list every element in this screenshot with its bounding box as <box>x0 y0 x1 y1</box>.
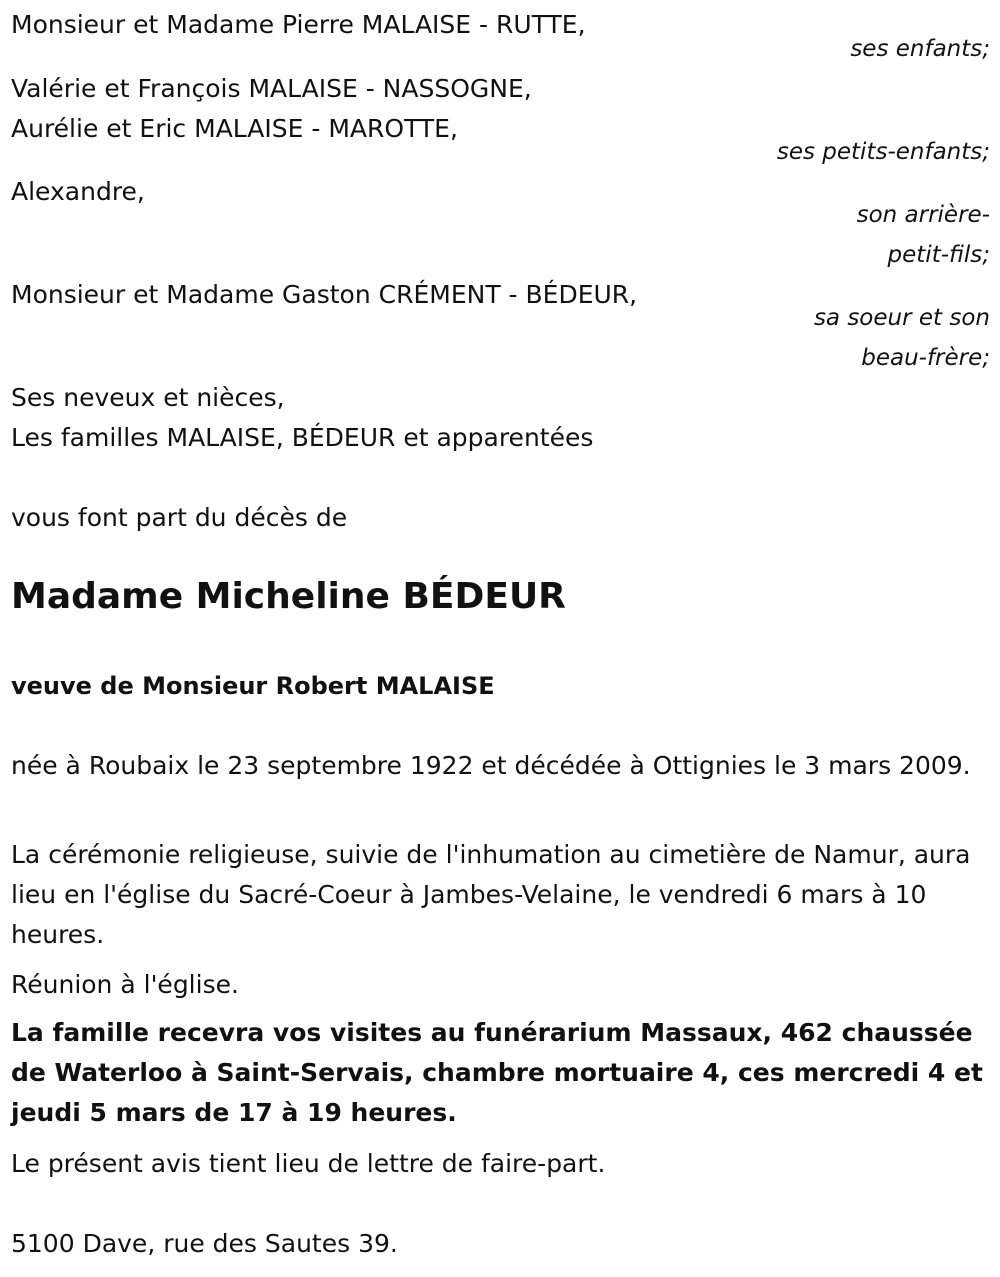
great-grandchild-relation-line-2: petit-fils; <box>887 242 990 268</box>
sibling-relation-line-2: beau-frère; <box>861 345 990 371</box>
children-names: Monsieur et Madame Pierre MALAISE - RUTTE, <box>11 10 586 39</box>
sibling-relation-line-1: sa soeur et son <box>813 305 990 331</box>
children-relation: ses enfants; <box>850 36 990 62</box>
address-line: 5100 Dave, rue des Sautes 39. <box>11 1229 398 1258</box>
visits-paragraph: La famille recevra vos visites au funérarium Massaux, 462 chaussée de Waterloo à Saint-Servais, chambre mortuaire 4, ces mercredi 4 et jeudi 5 mars de 17 à 19 heures. <box>11 1018 983 1127</box>
nephews-line: Ses neveux et nièces, <box>11 383 285 412</box>
birth-death-paragraph: née à Roubaix le 23 septembre 1922 et décédée à Ottignies le 3 mars 2009. <box>11 751 971 780</box>
announcement-intro: vous font part du décès de <box>11 503 348 532</box>
grandchild-line-2: Aurélie et Eric MALAISE - MAROTTE, <box>11 114 458 143</box>
deceased-name: Madame Micheline BÉDEUR <box>11 576 566 617</box>
grandchild-line-1: Valérie et François MALAISE - NASSOGNE, <box>11 74 532 103</box>
meeting-paragraph: Réunion à l'église. <box>11 970 239 999</box>
great-grandchild-relation-line-1: son arrière- <box>856 202 990 228</box>
grandchildren-relation: ses petits-enfants; <box>776 139 990 165</box>
ceremony-paragraph: La cérémonie religieuse, suivie de l'inhumation au cimetière de Namur, aura lieu en l'église du Sacré-Coeur à Jambes-Velaine, le vendredi 6 mars à 10 heures. <box>11 840 971 949</box>
sibling-names: Monsieur et Madame Gaston CRÉMENT - BÉDEUR, <box>11 280 638 309</box>
widow-of-line: veuve de Monsieur Robert MALAISE <box>11 672 495 700</box>
notice-paragraph: Le présent avis tient lieu de lettre de faire-part. <box>11 1149 606 1178</box>
families-line: Les familles MALAISE, BÉDEUR et apparentées <box>11 423 594 452</box>
great-grandchild-name: Alexandre, <box>11 177 145 206</box>
